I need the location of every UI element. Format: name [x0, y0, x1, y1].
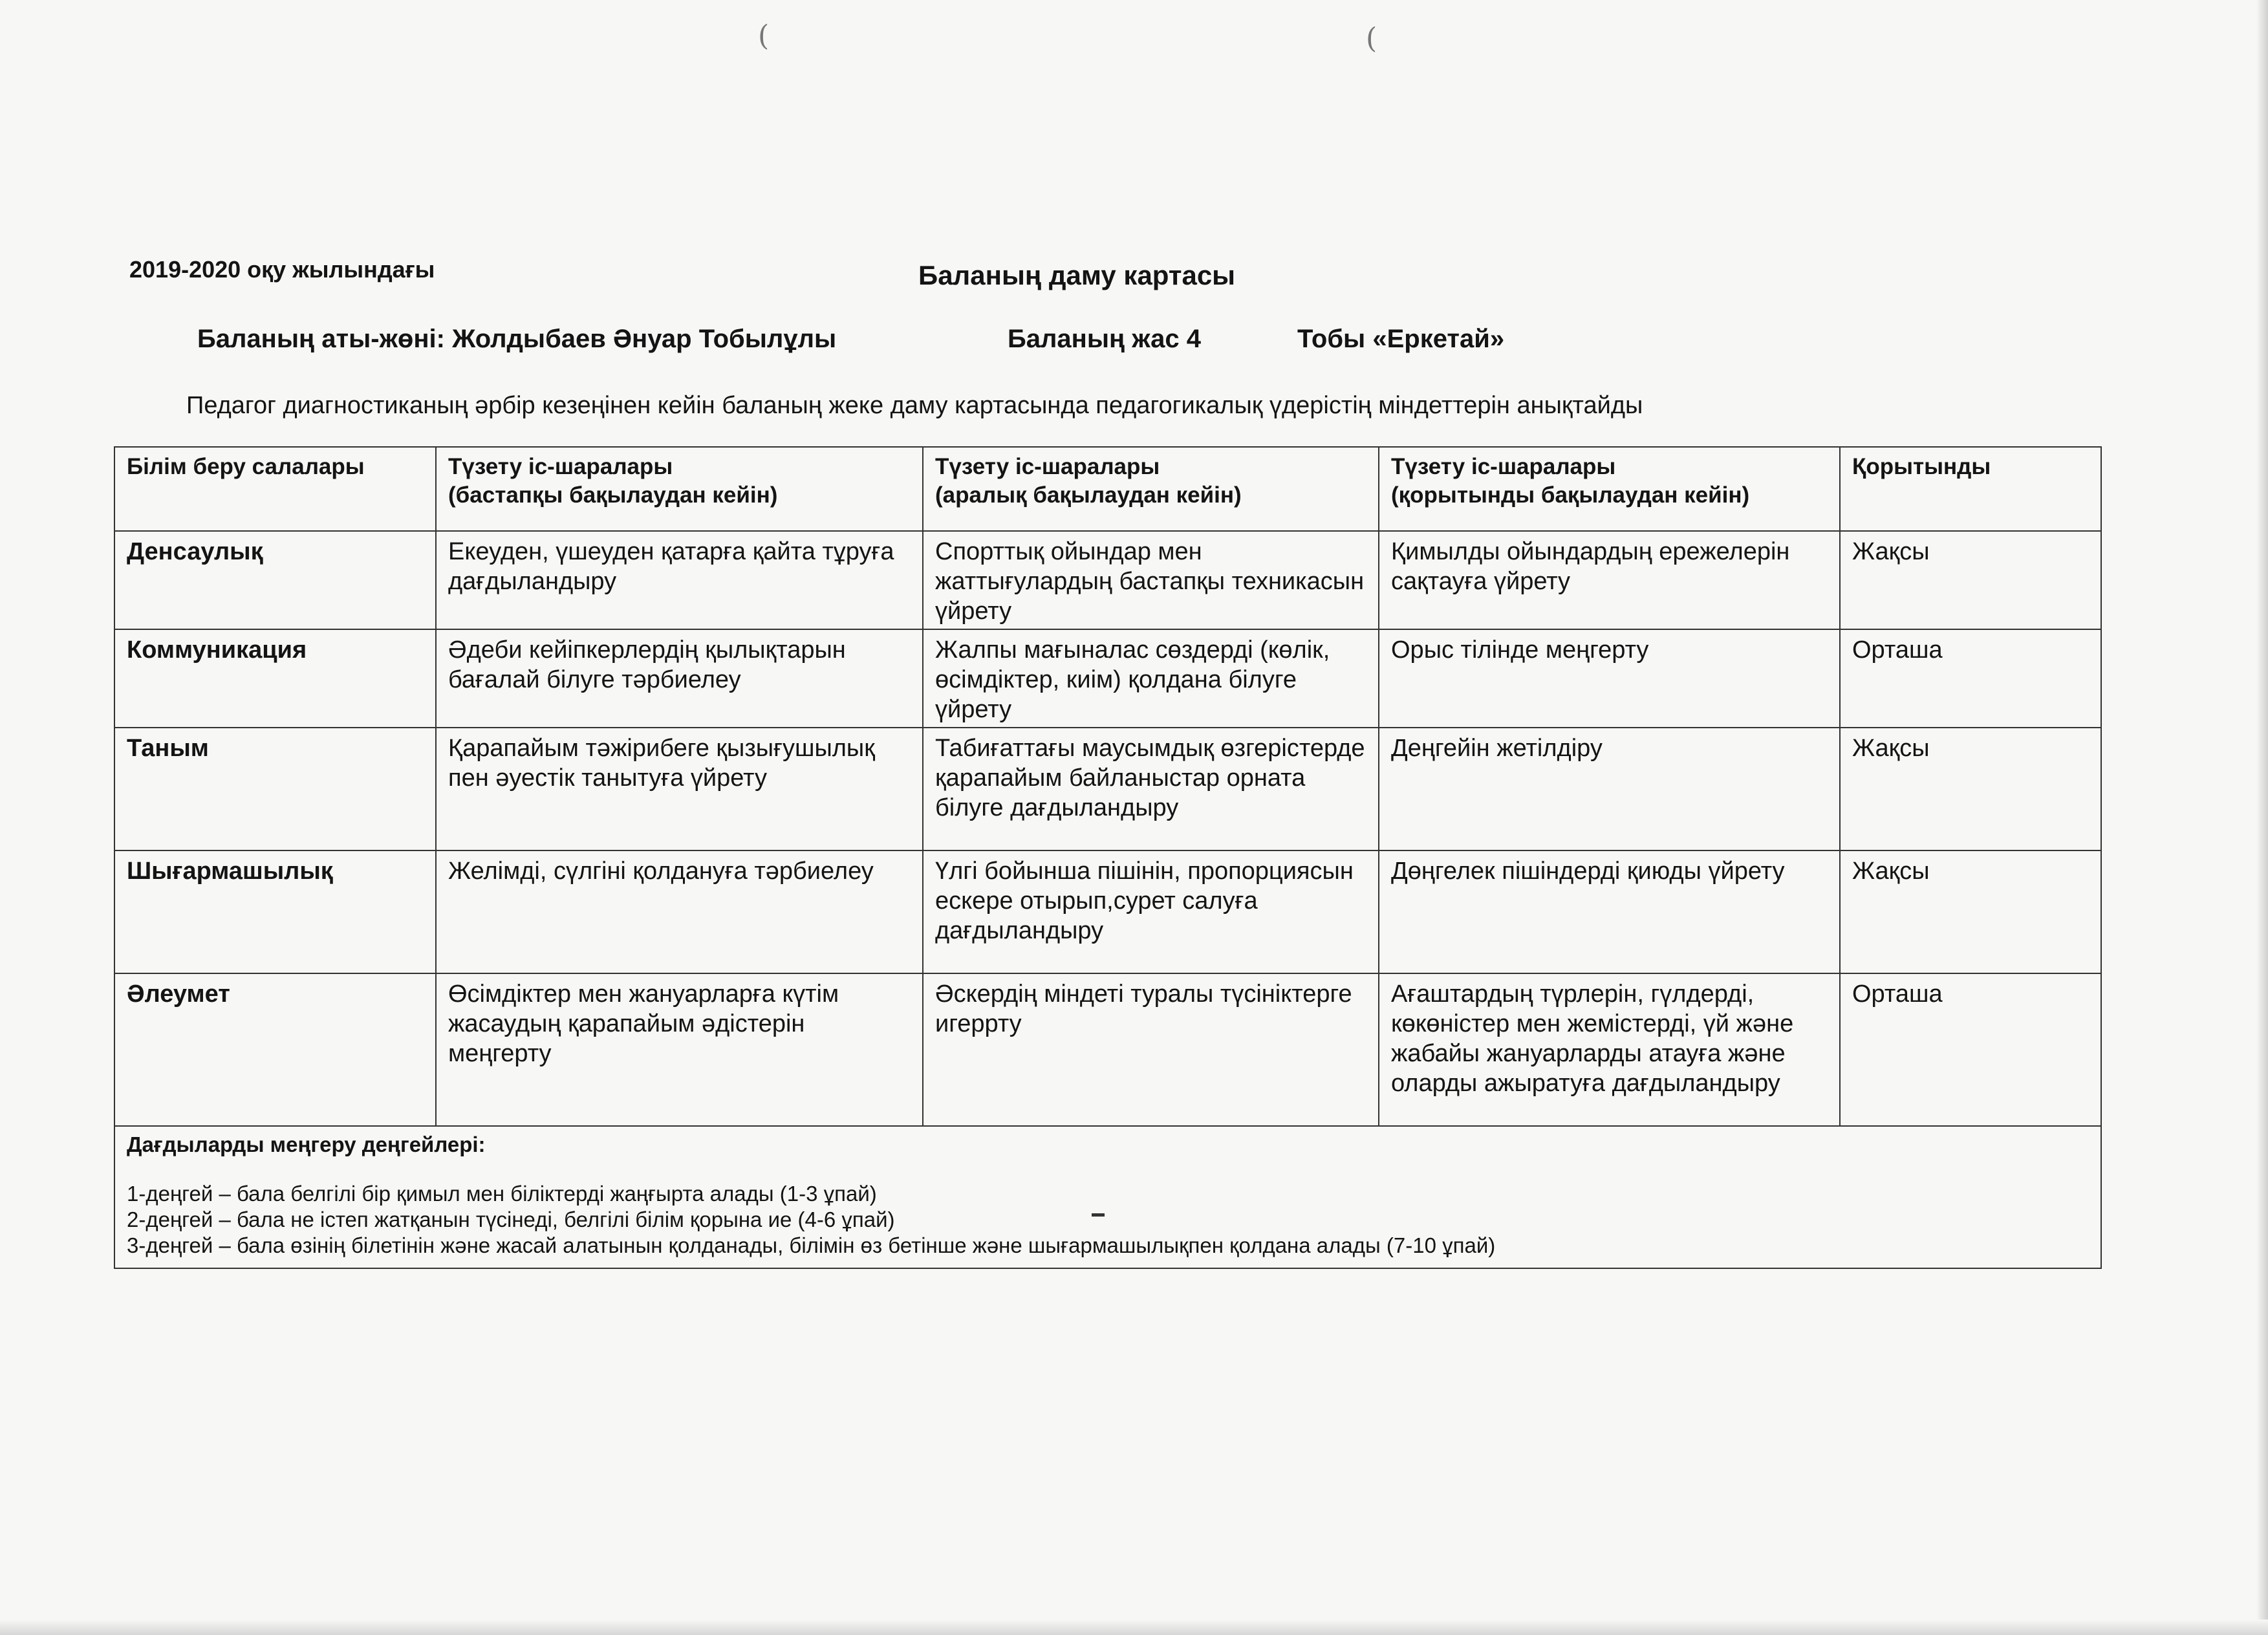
- area-cell: Коммуникация: [114, 629, 436, 728]
- area-cell: Денсаулық: [114, 531, 436, 629]
- table-row: [114, 629, 2101, 728]
- intermediate-cell: Спорттық ойындар мен жаттығулардың бастапқы техникасын үйрету: [923, 531, 1379, 629]
- table-row: [114, 728, 2101, 850]
- result-cell: Орташа: [1840, 973, 2101, 1126]
- header-cell-result: Қорытынды: [1840, 447, 2101, 531]
- skill-level-1: 1-деңгей – бала белгілі бір қимыл мен біліктерді жаңғырта алады (1-3 ұпай): [127, 1182, 877, 1206]
- scan-mark: (: [1366, 22, 1377, 55]
- initial-cell: Екеуден, үшеуден қатарға қайта тұруға дағдыландыру: [436, 531, 923, 629]
- intermediate-cell: Әскердің міндеті туралы түсініктерге игеррту: [923, 973, 1379, 1126]
- area-cell: Таным: [114, 728, 436, 850]
- result-cell: Жақсы: [1840, 728, 2101, 850]
- intermediate-cell: Жалпы мағыналас сөздерді (көлік, өсімдіктер, киім) қолдана білуге үйрету: [923, 629, 1379, 728]
- scan-bottom-shadow: [0, 1619, 2268, 1635]
- table-row: [114, 531, 2101, 629]
- document-title: Баланың даму картасы: [918, 260, 1236, 290]
- table-row: [114, 973, 2101, 1126]
- area-cell: Шығармашылық: [114, 850, 436, 973]
- header-cell-final: [1379, 447, 1840, 531]
- initial-cell: Желімді, сүлгіні қолдануға тәрбиелеу: [436, 850, 923, 973]
- header-cell-initial: [436, 447, 923, 531]
- final-cell: Орыс тілінде меңгерту: [1379, 629, 1840, 728]
- initial-cell: Өсімдіктер мен жануарларға күтім жасаудың қарапайым әдістерін меңгерту: [436, 973, 923, 1126]
- page-dash-mark: [1092, 1213, 1105, 1217]
- result-cell: Жақсы: [1840, 850, 2101, 973]
- child-name: Баланың аты-жөні: Жолдыбаев Әнуар Тобылұлы: [197, 325, 837, 353]
- final-cell: Деңгейін жетілдіру: [1379, 728, 1840, 850]
- table-row: [114, 850, 2101, 973]
- initial-cell: Қарапайым тәжірибеге қызығушылық пен әуестік танытуға үйрету: [436, 728, 923, 850]
- child-group: Тобы «Еркетай»: [1297, 325, 1505, 353]
- result-cell: Жақсы: [1840, 531, 2101, 629]
- area-cell: Әлеумет: [114, 973, 436, 1126]
- header-initial-text: Түзету іс-шаралары (бастапқы бақылаудан кейін): [448, 454, 778, 508]
- final-cell: Қимылды ойындардың ережелерін сақтауға үйрету: [1379, 531, 1840, 629]
- header-cell-intermediate: [923, 447, 1379, 531]
- skill-level-3: 3-деңгей – бала өзінің білетінін және жасай алатынын қолданады, білімін өз бетінше және шығармашылықпен қолдана алады (7-10 ұпай): [127, 1233, 1496, 1257]
- table-footer-row: [114, 1126, 2101, 1268]
- intermediate-cell: Табиғаттағы маусымдық өзгерістерде қарапайым байланыстар орната білуге дағдыландыру: [923, 728, 1379, 850]
- intro-text: Педагог диагностиканың әрбір кезеңінен кейін баланың жеке даму картасында педагогикалық үдерістің міндеттерін анықтайды: [186, 392, 1643, 419]
- skill-levels-cell: [114, 1126, 2101, 1268]
- scan-edge-shadow: [2256, 0, 2268, 1635]
- school-year: 2019-2020 оқу жылындағы: [129, 256, 435, 283]
- intermediate-cell: Үлгі бойынша пішінін, пропорциясын ескере отырып,сурет салуға дағдыландыру: [923, 850, 1379, 973]
- header-final-text: Түзету іс-шаралары (қорытынды бақылаудан кейін): [1391, 454, 1750, 508]
- final-cell: Дөңгелек пішіндерді қиюды үйрету: [1379, 850, 1840, 973]
- skill-levels-title: Дағдыларды меңгеру деңгейлері:: [127, 1132, 486, 1156]
- initial-cell: Әдеби кейіпкерлердің қылықтарын бағалай білуге тәрбиелеу: [436, 629, 923, 728]
- result-cell: Орташа: [1840, 629, 2101, 728]
- child-age: Баланың жас 4: [1008, 325, 1201, 353]
- scan-mark: (: [758, 19, 770, 52]
- header-intermediate-text: Түзету іс-шаралары (аралық бақылаудан кейін): [935, 454, 1242, 508]
- final-cell: Ағаштардың түрлерін, гүлдерді, көкөністер мен жемістерді, үй және жабайы жануарларды атауға және оларды ажыратуға дағдыландыру: [1379, 973, 1840, 1126]
- table-header-row: [114, 447, 2101, 531]
- development-table: [114, 446, 2102, 1269]
- header-cell-area: Білім беру салалары: [114, 447, 436, 531]
- skill-level-2: 2-деңгей – бала не істеп жатқанын түсінеді, белгілі білім қорына ие (4-6 ұпай): [127, 1207, 895, 1231]
